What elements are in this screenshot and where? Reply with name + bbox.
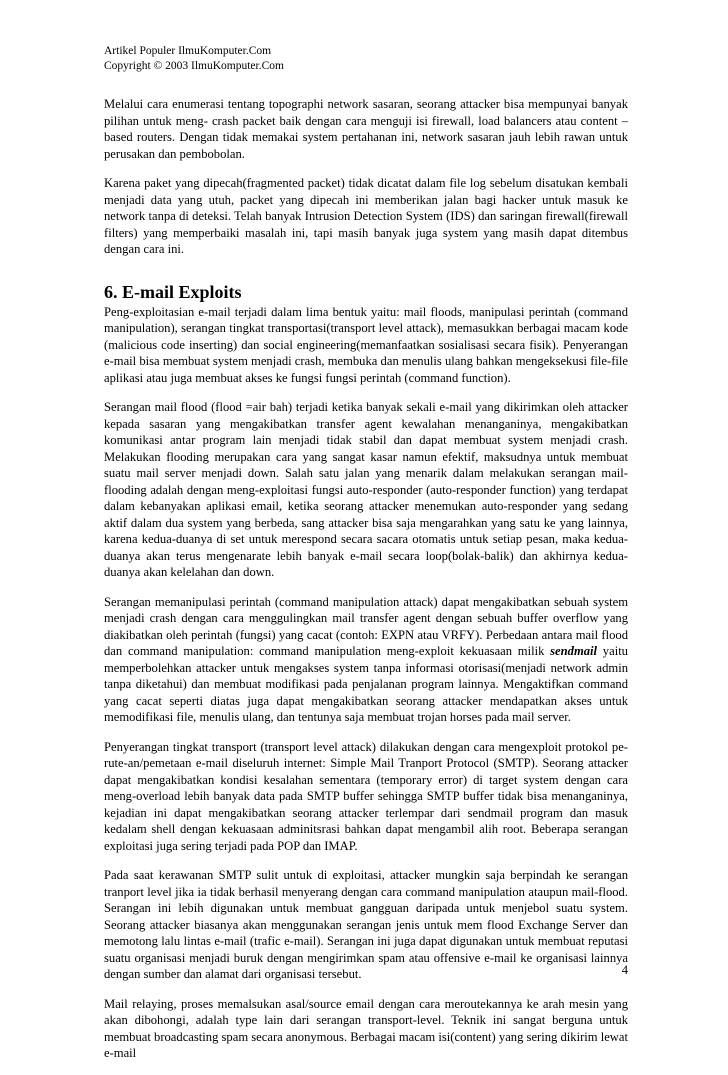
section-paragraph-5: Pada saat kerawanan SMTP sulit untuk di exploitasi, attacker mungkin saja berpindah ke serangan tranport level jika ia tidak berhasil menyerang dengan cara command manipulation ataupun mail-flood. Serangan ini lebih digunakan untuk membuat gangguan daripada untuk menjebol suatu system. Seorang attacker biasanya akan menggunakan serangan jenis untuk mem flood Exchange Server dan memotong lalu lintas e-mail (trafic e-mail). Serangan ini juga dapat digunakan untuk membuat reputasi suatu organisasi menjadi buruk dengan mengirimkan spam atau offensive e-mail ke organisasi lainnya dengan sumber dan alamat dari organisasi tersebut. <box>104 868 628 981</box>
header-line-copyright: Copyright © 2003 IlmuKomputer.Com <box>104 60 284 72</box>
section-paragraph-1: Peng-exploitasian e-mail terjadi dalam lima bentuk yaitu: mail floods, manipulasi perintah (command manipulation), serangan tingkat transportasi(transport level attack), memasukkan berbagai macam kode (malicious code inserting) dan social engineering(memanfaatkan sosialisasi secara fisik). Penyerangan e-mail bisa membuat system menjadi crash, membuka dan menulis ulang bahkan mengeksekusi file-file aplikasi atau juga membuat akses ke fungsi fungsi perintah (command function). <box>104 304 628 385</box>
document-header <box>104 44 284 74</box>
intro-paragraph-2: Karena paket yang dipecah(fragmented packet) tidak dicatat dalam file log sebelum disatukan kembali menjadi data yang utuh, packet yang dipecah ini memberikan jalan bagi hacker untuk masuk ke network tanpa di deteksi. Telah banyak Intrusion Detection System (IDS) dan saringan firewall(firewall filters) yang memperbaiki masalah ini, tapi masih banyak juga system yang masih dapat ditembus dengan cara ini. <box>104 176 628 256</box>
paragraph-3-part-2: yaitu memperbolehkan attacker untuk mengakses system tanpa informasi otorisasi(menjadi network admin tanpa diketahui) dan membuat modifikasi pada penjalanan program lainnya. Mengaktifkan command yang cacat seperti diatas juga dapat mengakibatkan seorang attacker mendapatkan akses untuk memodifikasi file, menulis ulang, dan tentunya saja membuat trojan horses pada mail server. <box>104 644 628 724</box>
section-paragraph-6: Mail relaying, proses memalsukan asal/source email dengan cara meroutekannya ke arah mesin yang akan dibohongi, adalah type lain dari serangan transport-level. Teknik ini sangat berguna untuk membuat broadcasting spam secara anonymous. Berbagai macam isi(content) yang sering dikirim lewat e-mail <box>104 996 628 1060</box>
sendmail-term: sendmail <box>550 644 598 658</box>
section-paragraph-3 <box>104 594 628 726</box>
section-heading: 6. E-mail Exploits <box>104 281 242 302</box>
section-paragraph-2: Serangan mail flood (flood =air bah) terjadi ketika banyak sekali e-mail yang dikirimkan oleh attacker kepada sasaran yang mengakibatkan transfer agent kewalahan menanganinya, mengakibatkan komunikasi antar program lain menjadi tidak stabil dan dapat membuat system menjadi crash. Melakukan flooding merupakan cara yang sangat kasar namun efektif, maksudnya untuk membuat suatu mail server menjadi down. Salah satu jalan yang menarik dalam melakukan serangan mail-flooding adalah dengan meng-exploitasi fungsi auto-responder (auto-responder function) yang terdapat dalam kebanyakan aplikasi email, ketika seorang attacker menemukan auto-responder yang sedang aktif dalam dua system yang berbeda, sang attacker bisa saja mengarahkan yang satu ke yang lainnya, karena kedua-duanya di set untuk merespond secara sacara otomatis untuk setiap pesan, maka kedua-duanya akan terus mengenarate lebih banyak e-mail secara loop(bolak-balik) dan akhirnya kedua-duanya akan kelelahan dan down. <box>104 400 628 579</box>
header-line-publication: Artikel Populer IlmuKomputer.Com <box>104 45 272 57</box>
document-body <box>104 96 628 1075</box>
section-paragraph-4: Penyerangan tingkat transport (transport level attack) dilakukan dengan cara mengexploit protokol pe-rute-an/pemetaan e-mail diseluruh internet: Simple Mail Tranport Protocol (SMTP). Seorang attacker dapat mengakibatkan kondisi kesalahan sementara (temporary error) di target system dengan cara meng-overload lebih banyak data pada SMTP buffer sehingga SMTP buffer tidak bisa menanganinya, kejadian ini dapat mengakibatkan seorang attacker terlempar dari sendmail program dan masuk kedalam shell dengan kekuasaan adminitsrasi bahkan dapat mengambil alih root. Beberapa serangan exploitasi juga sering terjadi pada POP dan IMAP. <box>104 739 628 853</box>
page-number: 4 <box>621 963 628 977</box>
intro-paragraph-1: Melalui cara enumerasi tentang topographi network sasaran, seorang attacker bisa mempunyai banyak pilihan untuk meng- crash packet baik dengan cara menguji isi firewall, load balancers atau content – based routers. Dengan tidak memakai system pertahanan ini, network sasaran jauh lebih rawan untuk perusakan dan pembobolan. <box>104 97 628 161</box>
paragraph-3-part-1: Serangan memanipulasi perintah (command manipulation attack) dapat mengakibatkan sebuah system menjadi crash dengan cara menggulingkan mail transfer agent dengan sebuah buffer overflow yang diakibatkan oleh perintah (fungsi) yang cacat (contoh: EXPN atau VRFY). Perbedaan antara mail flood dan command manipulation: command manipulation meng-exploit kekuasaan milik <box>104 594 628 658</box>
